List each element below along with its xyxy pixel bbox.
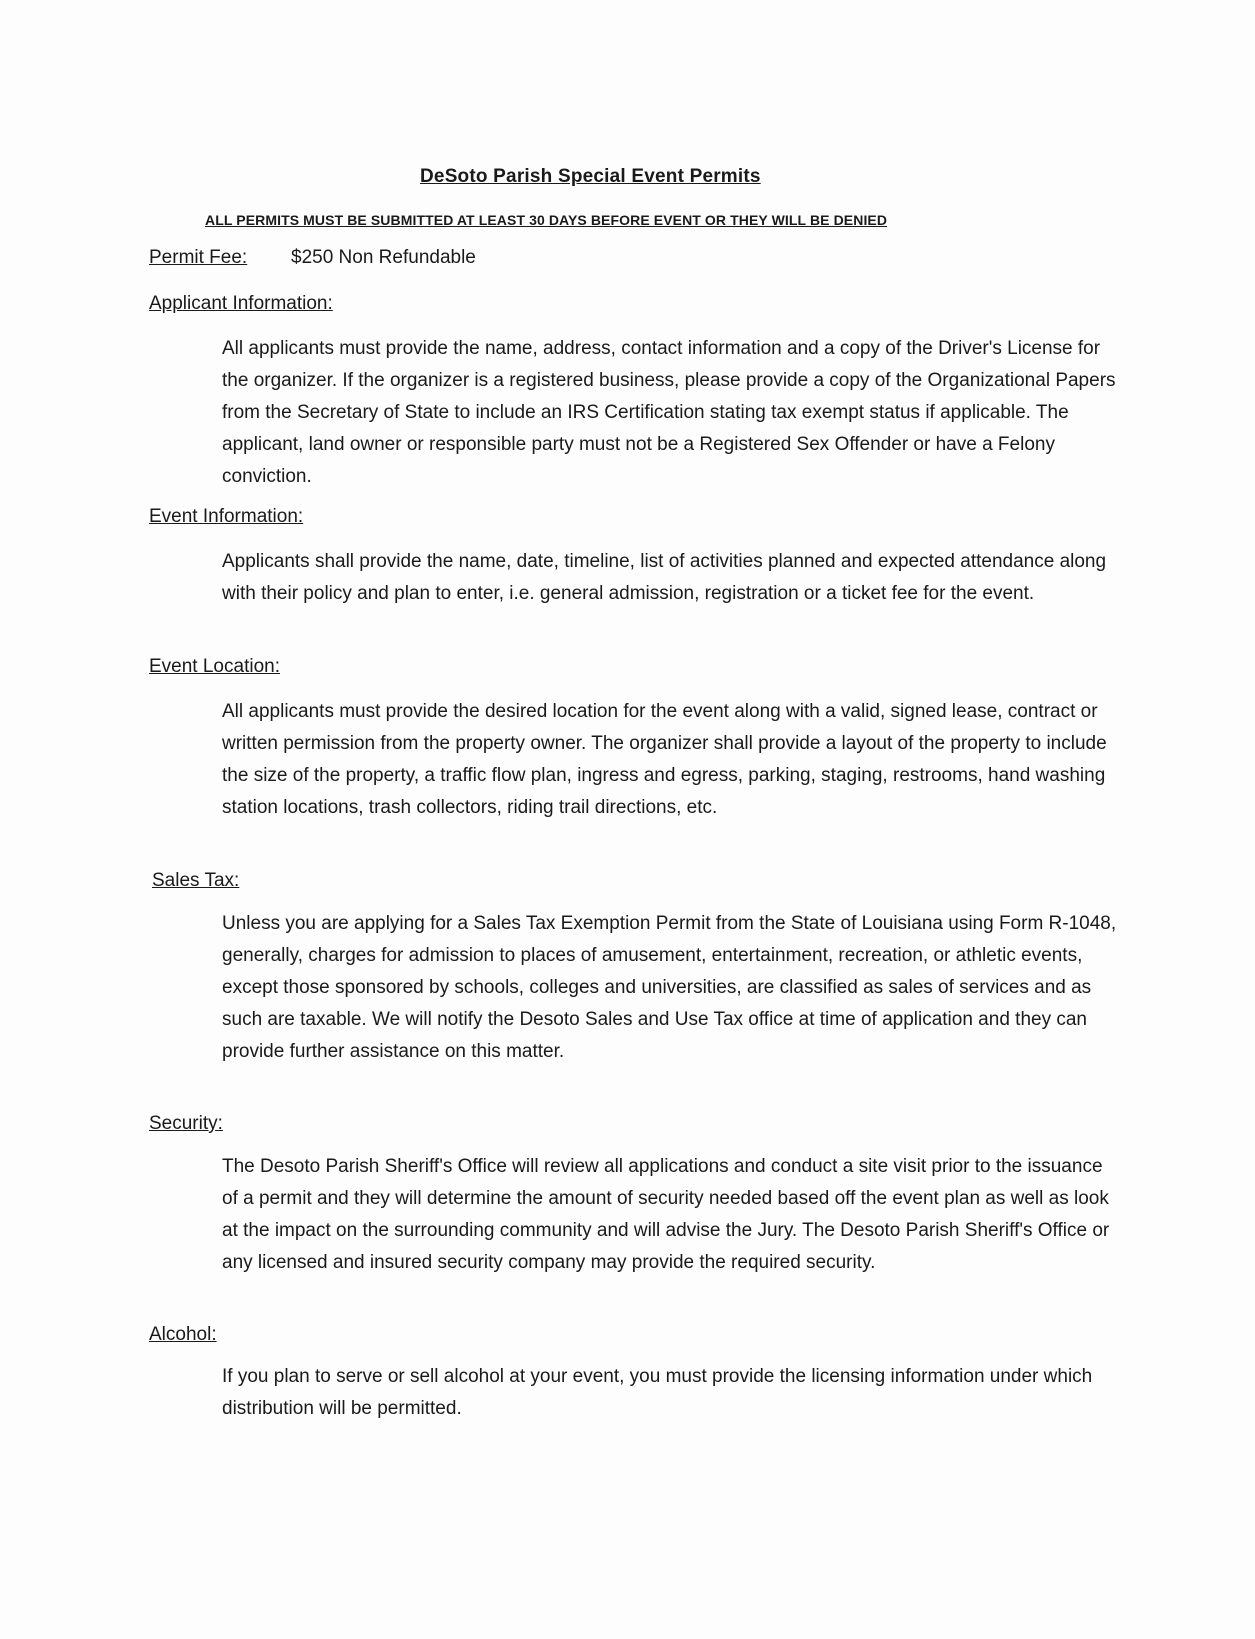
section-body-alcohol: If you plan to serve or sell alcohol at your event, you must provide the licensing information under which distribution will be permitted. — [222, 1366, 1093, 1419]
permit-fee-label: Permit Fee: — [149, 247, 248, 268]
section-heading-event-location: Event Location: — [149, 656, 280, 677]
section-body-event-information: Applicants shall provide the name, date, timeline, list of activities planned and expected attendance along with their policy and plan to enter, i.e. general admission, registration or a ticket fee for the event. — [222, 551, 1107, 604]
section-body-sales-tax: Unless you are applying for a Sales Tax Exemption Permit from the State of Louisiana using Form R-1048, generally, charges for admission to places of amusement, entertainment, recreation, or athletic events, except those sponsored by schools, colleges and universities, are classified as sales of services and as such are taxable. We will notify the Desoto Sales and Use Tax office at time of application and they can provide further assistance on this matter. — [222, 913, 1117, 1062]
section-heading-alcohol: Alcohol: — [149, 1324, 217, 1345]
permit-fee-value: $250 Non Refundable — [291, 247, 476, 268]
section-heading-sales-tax: Sales Tax: — [152, 870, 240, 891]
section-heading-event-information: Event Information: — [149, 506, 304, 527]
section-heading-applicant: Applicant Information: — [149, 293, 333, 314]
section-heading-security: Security: — [149, 1113, 223, 1134]
page-title: DeSoto Parish Special Event Permits — [420, 166, 761, 187]
submission-notice: ALL PERMITS MUST BE SUBMITTED AT LEAST 30 DAYS BEFORE EVENT OR THEY WILL BE DENIED — [205, 212, 888, 228]
section-body-event-location: All applicants must provide the desired location for the event along with a valid, signed lease, contract or written permission from the property owner. The organizer shall provide a layout of the property to include the size of the property, a traffic flow plan, ingress and egress, parking, staging, restrooms, hand washing station locations, trash collectors, riding trail directions, etc. — [222, 701, 1107, 818]
section-body-applicant: All applicants must provide the name, address, contact information and a copy of the Driver's License for the organizer. If the organizer is a registered business, please provide a copy of the Organizational Papers from the Secretary of State to include an IRS Certification stating tax exempt status if applicable. The applicant, land owner or responsible party must not be a Registered Sex Offender or have a Felony conviction. — [222, 338, 1116, 487]
section-body-security: The Desoto Parish Sheriff's Office will review all applications and conduct a site visit prior to the issuance of a permit and they will determine the amount of security needed based off the event plan as well as look at the impact on the surrounding community and will advise the Jury. The Desoto Parish Sheriff's Office or any licensed and insured security company may provide the required security. — [222, 1156, 1110, 1273]
